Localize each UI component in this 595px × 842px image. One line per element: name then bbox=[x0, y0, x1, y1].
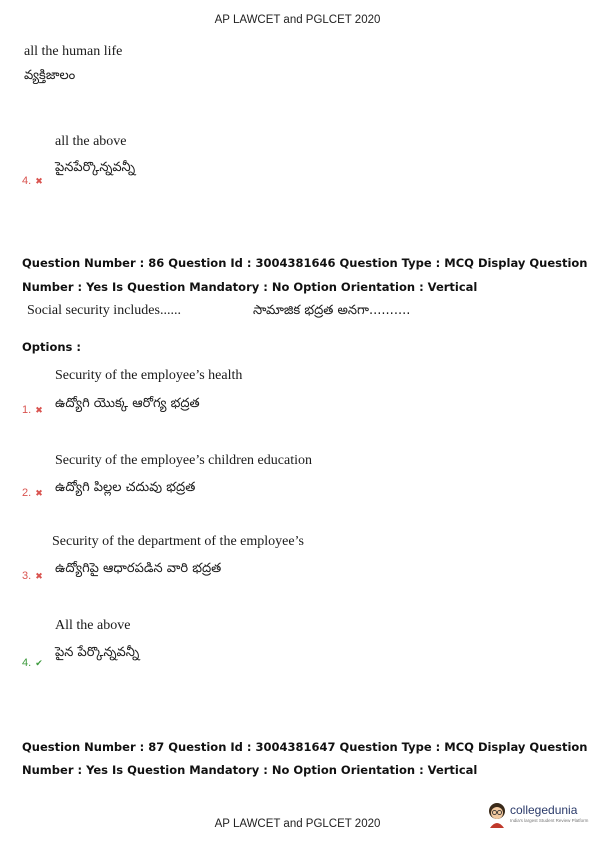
q86-options-label: Options : bbox=[22, 340, 81, 354]
q86-option3-telugu: ఉద్యోగిపై ఆధారపడిన వారి భద్రత bbox=[55, 561, 222, 576]
q87-meta-line1: Question Number : 87 Question Id : 3004381647 Question Type : MCQ Display Question bbox=[22, 740, 588, 754]
option-number: 1. bbox=[22, 404, 32, 416]
q86-question-telugu: సామాజిక భద్రత అనగా.......... bbox=[253, 303, 411, 318]
q86-option2-telugu: ఉద్యోగి పిల్లల చదువు భద్రత bbox=[55, 480, 196, 495]
q86-option3-english: Security of the department of the employee’s bbox=[52, 534, 304, 549]
q86-meta-line2: Number : Yes Is Question Mandatory : No Option Orientation : Vertical bbox=[22, 280, 478, 294]
q86-option4-telugu: పైన పేర్కొన్నవన్నీ bbox=[55, 645, 140, 660]
page-header: AP LAWCET and PGLCET 2020 bbox=[214, 14, 381, 26]
q86-option4-english: All the above bbox=[55, 618, 131, 633]
prev-option3-telugu: వ్యక్తిజాలం bbox=[24, 68, 76, 83]
prev-option4-telugu: పైనపేర్కొన్నవన్నీ bbox=[55, 160, 136, 175]
option-number: 4. bbox=[22, 657, 32, 669]
q86-option4-label bbox=[22, 657, 43, 669]
check-icon: ✔ bbox=[35, 658, 43, 668]
cross-icon: ✖ bbox=[35, 571, 43, 581]
q86-option2-label bbox=[22, 487, 43, 499]
q86-option3-label bbox=[22, 570, 43, 582]
cross-icon: ✖ bbox=[35, 405, 43, 415]
logo-wordmark: collegedunia bbox=[510, 803, 578, 817]
q86-meta-line1: Question Number : 86 Question Id : 3004381646 Question Type : MCQ Display Question bbox=[22, 256, 588, 270]
option-number: 3. bbox=[22, 570, 32, 582]
option-number: 4. bbox=[22, 175, 32, 187]
q86-option1-english: Security of the employee’s health bbox=[55, 368, 243, 383]
q87-meta-line2: Number : Yes Is Question Mandatory : No Option Orientation : Vertical bbox=[22, 763, 478, 777]
option-number: 2. bbox=[22, 487, 32, 499]
q86-option1-label bbox=[22, 404, 43, 416]
q86-option2-english: Security of the employee’s children education bbox=[55, 453, 312, 468]
q86-option1-telugu: ఉద్యోగి యొక్క ఆరోగ్య భద్రత bbox=[55, 396, 200, 411]
page-footer: AP LAWCET and PGLCET 2020 bbox=[214, 818, 381, 830]
logo-tagline: India's largest Student Review Platform bbox=[510, 818, 589, 823]
q86-question-english: Social security includes...... bbox=[27, 303, 181, 318]
cross-icon: ✖ bbox=[35, 488, 43, 498]
prev-option3-english: all the human life bbox=[24, 44, 123, 59]
prev-option4-english: all the above bbox=[55, 134, 127, 149]
cross-icon: ✖ bbox=[35, 176, 43, 186]
prev-option4-label bbox=[22, 175, 43, 187]
